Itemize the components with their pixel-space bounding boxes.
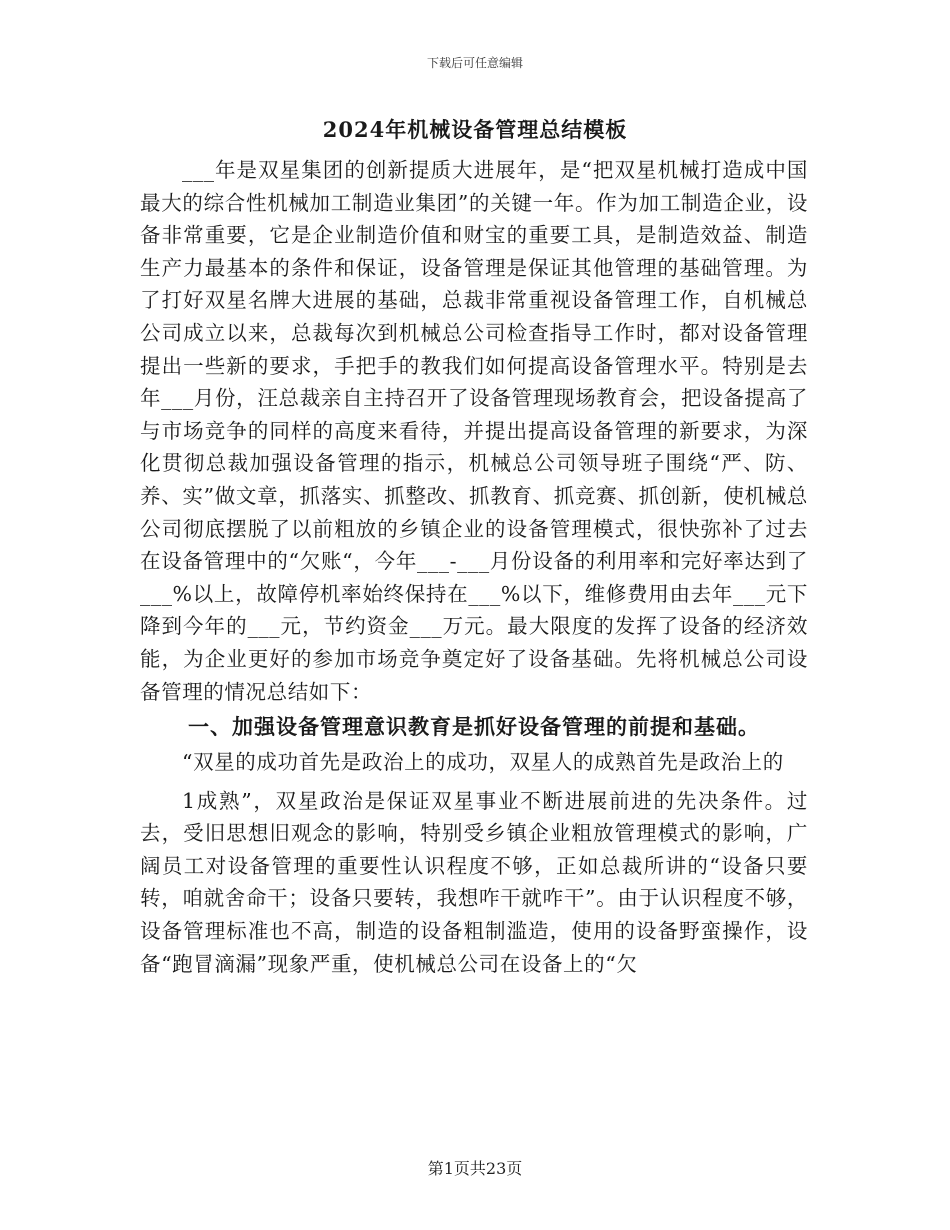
document-title: 2024年机械设备管理总结模板 — [322, 117, 628, 142]
page-footer: 第1页共23页 — [427, 1159, 523, 1178]
quote-paragraph: “双星的成功首先是政治上的成功，双星人的成熟首先是政治上的 — [182, 750, 784, 775]
continuation-paragraph: 1成熟”，双星政治是保证双星事业不断进展前进的先决条件。过去，受旧思想旧观念的影响，特别受乡镇企业粗放管理模式的影响，广阔员工对设备管理的重要性认识程度不够，正如总裁所讲的“设备只要转，咱就舍命干；设备只要转，我想咋干就咋干”。由于认识程度不够，设备管理标准也不高，制造的设备粗制滥造，使用的设备野蛮操作，设备“跑冒滴漏”现象严重，使机械总公司在设备上的“欠 — [140, 788, 808, 976]
document-body — [140, 154, 808, 980]
page-header-note: 下载后可任意编辑 — [426, 56, 523, 70]
intro-paragraph: ___年是双星集团的创新提质大进展年，是“把双星机械打造成中国最大的综合性机械加工制造业集团”的关键一年。作为加工制造企业，设备非常重要，它是企业制造价值和财宝的重要工具，是制造效益、制造生产力最基本的条件和保证，设备管理是保证其他管理的基础管理。为了打好双星名牌大进展的基础，总裁非常重视设备管理工作，自机械总公司成立以来，总裁每次到机械总公司检查指导工作时，都对设备管理提出一些新的要求，手把手的教我们如何提高设备管理水平。特别是去年___月份，汪总裁亲自主持召开了设备管理现场教育会，把设备提高了与市场竞争的同样的高度来看待，并提出提高设备管理的新要求，为深化贯彻总裁加强设备管理的指示，机械总公司领导班子围绕“严、防、养、实”做文章，抓落实、抓整改、抓教育、抓竞赛、抓创新，使机械总公司彻底摆脱了以前粗放的乡镇企业的设备管理模式，很快弥补了过去在设备管理中的“欠账“，今年___-___月份设备的利用率和完好率达到了___%以上，故障停机率始终保持在___%以下，维修费用由去年___元下降到今年的___元，节约资金___万元。最大限度的发挥了设备的经济效能，为企业更好的参加市场竞争奠定好了设备基础。先将机械总公司设备管理的情况总结如下： — [140, 158, 808, 704]
section-heading-1: 一、加强设备管理意识教育是抓好设备管理的前提和基础。 — [188, 714, 760, 740]
